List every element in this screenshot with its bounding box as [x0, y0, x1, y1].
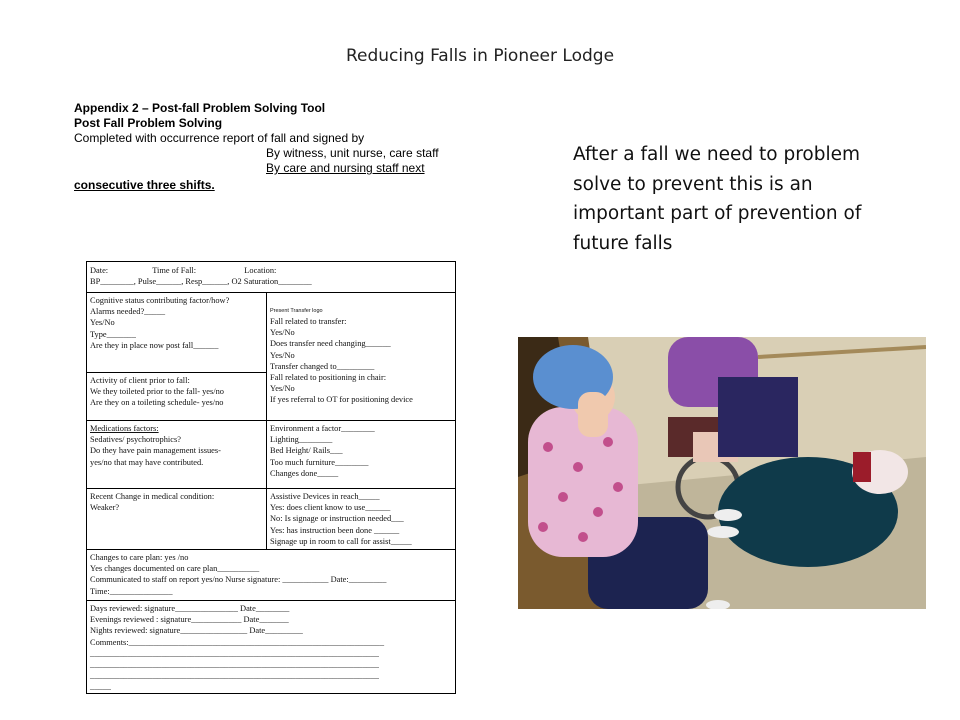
form-line: Bed Height/ Rails___	[270, 446, 343, 456]
transfer-logo-label: Present Transfer logo	[270, 308, 323, 314]
activity-section	[87, 374, 266, 410]
appendix-line-3: By care and nursing staff next	[266, 161, 425, 175]
form-line: Are they on a toileting schedule- yes/no	[90, 398, 224, 408]
environment-section	[267, 422, 456, 480]
form-line: Environment a factor________	[270, 424, 375, 433]
medical-section	[87, 490, 266, 514]
fall-scene-photo	[518, 337, 926, 609]
appendix-line-2: By witness, unit nurse, care staff	[266, 146, 439, 160]
form-line: Weaker?	[90, 503, 120, 513]
form-line: Fall related to transfer:	[270, 317, 347, 326]
form-line: Yes: does client know to use______	[270, 503, 391, 513]
form-line: Comments:_____________________________________________________________	[90, 637, 385, 647]
location-label: Location:	[244, 266, 277, 275]
vitals-line: BP________, Pulse______, Resp______, O2 Saturation________	[90, 277, 312, 287]
side-note: After a fall we need to problem solve to prevent this is an important part of prevention of future falls	[573, 144, 862, 254]
form-line: Recent Change in medical condition:	[90, 492, 215, 501]
form-line: Type_______	[90, 329, 136, 339]
form-line: Yes changes documented on care plan__________	[90, 564, 260, 574]
date-label: Date:	[90, 266, 109, 275]
form-line: Lighting________	[270, 435, 333, 445]
form-line: Activity of client prior to fall:	[90, 376, 190, 385]
form-line: Transfer changed to_________	[270, 361, 375, 371]
form-header	[87, 264, 455, 288]
reviews-section	[87, 602, 455, 694]
form-line: Do they have pain management issues-	[90, 446, 221, 456]
form-line: No: Is signage or instruction needed___	[270, 514, 404, 524]
appendix-line-4: consecutive three shifts.	[74, 178, 215, 192]
form-line: Time:_______________	[90, 586, 173, 596]
form-line: Sedatives/ psychotrophics?	[90, 435, 181, 445]
form-line: Days reviewed: signature_______________ Date________	[90, 604, 290, 613]
form-line: Does transfer need changing______	[270, 339, 391, 349]
form-line: Yes: has instruction been done ______	[270, 525, 400, 535]
form-line: Changes to care plan: yes /no	[90, 553, 189, 562]
form-line: Are they in place now post fall______	[90, 340, 219, 350]
form-line: Medications factors:	[90, 424, 159, 433]
form-line: Yes/No	[270, 350, 295, 360]
form-line: Too much furniture________	[270, 457, 369, 467]
post-fall-form	[86, 261, 456, 694]
appendix-line-1: Completed with occurrence report of fall and signed by	[74, 131, 365, 145]
form-line: Nights reviewed: signature________________ Date_________	[90, 626, 303, 636]
form-line: Yes/No	[270, 328, 295, 338]
transfer-section	[267, 306, 456, 407]
appendix-heading: Appendix 2 – Post-fall Problem Solving Tool	[74, 101, 326, 115]
assistive-section	[267, 490, 456, 548]
form-line: _____________________________________________________________________	[90, 648, 379, 658]
fall-scene-illustration	[518, 337, 926, 609]
form-line: Signage up in room to call for assist_____	[270, 536, 412, 546]
form-line: Fall related to positioning in chair:	[270, 373, 387, 383]
form-line: Assistive Devices in reach_____	[270, 492, 380, 501]
form-line: Changes done_____	[270, 468, 339, 478]
form-line: Cognitive status contributing factor/how?	[90, 296, 230, 305]
form-line: _____________________________________________________________________	[90, 660, 379, 670]
form-line: _____	[90, 682, 111, 692]
care-plan-section	[87, 551, 455, 598]
medications-section	[87, 422, 266, 469]
form-line: Alarms needed?_____	[90, 307, 166, 317]
form-line: yes/no that may have contributed.	[90, 457, 204, 467]
cognitive-section	[87, 294, 266, 352]
form-line: Yes/No	[270, 384, 295, 394]
form-line: If yes referral to OT for positioning device	[270, 395, 413, 405]
slide-title: Reducing Falls in Pioneer Lodge	[345, 46, 615, 66]
form-line: _____________________________________________________________________	[90, 671, 379, 681]
time-of-fall-label: Time of Fall:	[152, 266, 197, 275]
appendix-subheading: Post Fall Problem Solving	[74, 116, 223, 130]
form-line: We they toileted prior to the fall- yes/no	[90, 387, 224, 397]
appendix-text	[74, 101, 474, 193]
form-line: Communicated to staff on report yes/no Nurse signature: ___________ Date:_________	[90, 575, 387, 585]
form-line: Yes/No	[90, 318, 115, 328]
form-line: Evenings reviewed : signature____________ Date_______	[90, 615, 289, 625]
